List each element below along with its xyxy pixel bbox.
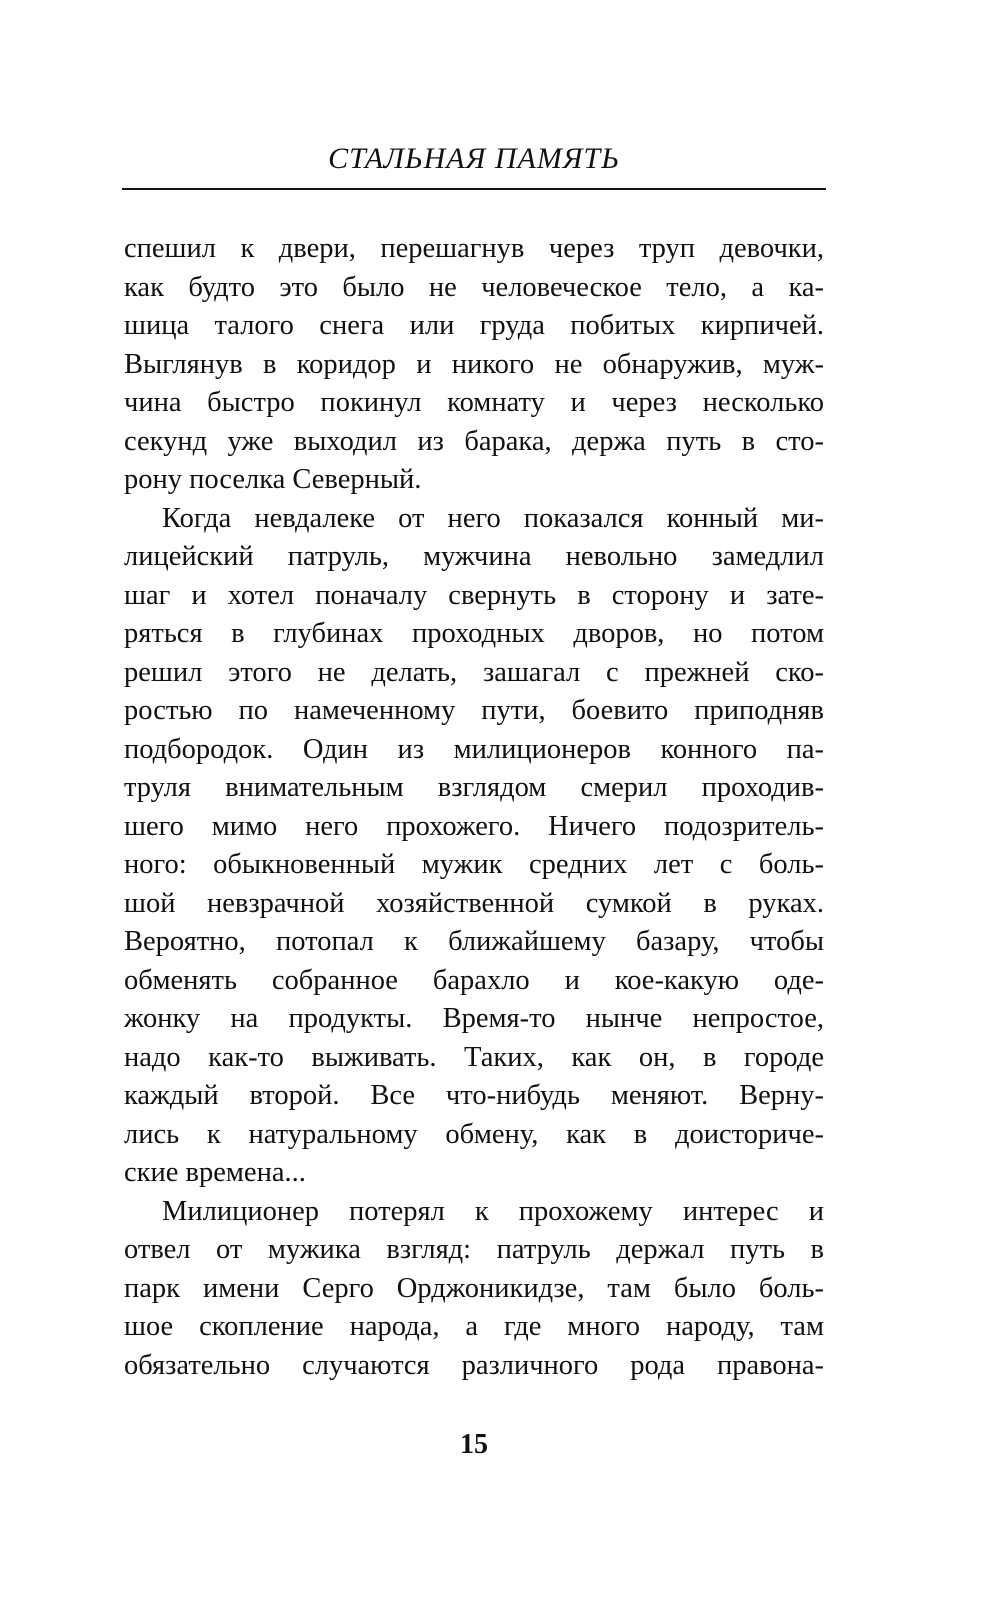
text-line: шое скопление народа, а где много народу, там xyxy=(124,1311,824,1342)
text-line: ские времена... xyxy=(124,1157,306,1188)
text-line: труля внимательным взглядом смерил проходив- xyxy=(124,772,824,803)
text-line: ного: обыкновенный мужик средних лет с боль- xyxy=(124,849,824,880)
text-line: Милиционер потерял к прохожему интерес и xyxy=(162,1195,824,1227)
text-line: шего мимо него прохожего. Ничего подозритель- xyxy=(124,810,824,842)
text-line: подбородок. Один из милиционеров конного па- xyxy=(124,733,824,765)
text-line: шой невзрачной хозяйственной сумкой в руках. xyxy=(124,887,824,919)
text-line: лицейский патруль, мужчина невольно замедлил xyxy=(124,541,824,572)
text-line: обязательно случаются различного рода правона- xyxy=(124,1349,824,1381)
text-line: шица талого снега или груда побитых кирпичей. xyxy=(124,310,824,341)
text-line: ростью по намеченному пути, боевито приподняв xyxy=(124,695,824,726)
text-line: Когда невдалеке от него показался конный ми- xyxy=(162,502,824,534)
page-number: 15 xyxy=(460,1429,488,1460)
text-line: решил этого не делать, зашагал с прежней ско- xyxy=(124,656,824,688)
text-line: шаг и хотел поначалу свернуть в сторону и зате- xyxy=(124,579,824,611)
text-line: каждый второй. Все что-нибудь меняют. Верну- xyxy=(124,1080,824,1111)
text-line: спешил к двери, перешагнув через труп девочки, xyxy=(124,233,824,264)
header-rule xyxy=(122,188,826,190)
text-line: Выглянув в коридор и никого не обнаружив, муж- xyxy=(124,348,824,380)
text-line: рону поселка Северный. xyxy=(124,464,422,495)
text-line: парк имени Серго Орджоникидзе, там было боль- xyxy=(124,1272,824,1304)
text-line: надо как-то выживать. Таких, как он, в городе xyxy=(124,1041,824,1073)
text-line: чина быстро покинул комнату и через несколько xyxy=(124,387,824,418)
text-line: секунд уже выходил из барака, держа путь в сто- xyxy=(124,425,824,457)
text-line: ряться в глубинах проходных дворов, но потом xyxy=(124,618,824,649)
text-line: обменять собранное барахло и кое-какую оде- xyxy=(124,964,824,996)
body-text xyxy=(124,230,824,1385)
text-line: лись к натуральному обмену, как в доисториче- xyxy=(124,1118,824,1150)
text-line: как будто это было не человеческое тело, а ка- xyxy=(124,271,824,303)
text-line: отвел от мужика взгляд: патруль держал путь в xyxy=(124,1234,824,1265)
running-head: СТАЛЬНАЯ ПАМЯТЬ xyxy=(328,142,620,175)
text-line: Вероятно, потопал к ближайшему базару, чтобы xyxy=(124,926,824,957)
text-line: жонку на продукты. Время-то нынче непростое, xyxy=(124,1003,824,1034)
